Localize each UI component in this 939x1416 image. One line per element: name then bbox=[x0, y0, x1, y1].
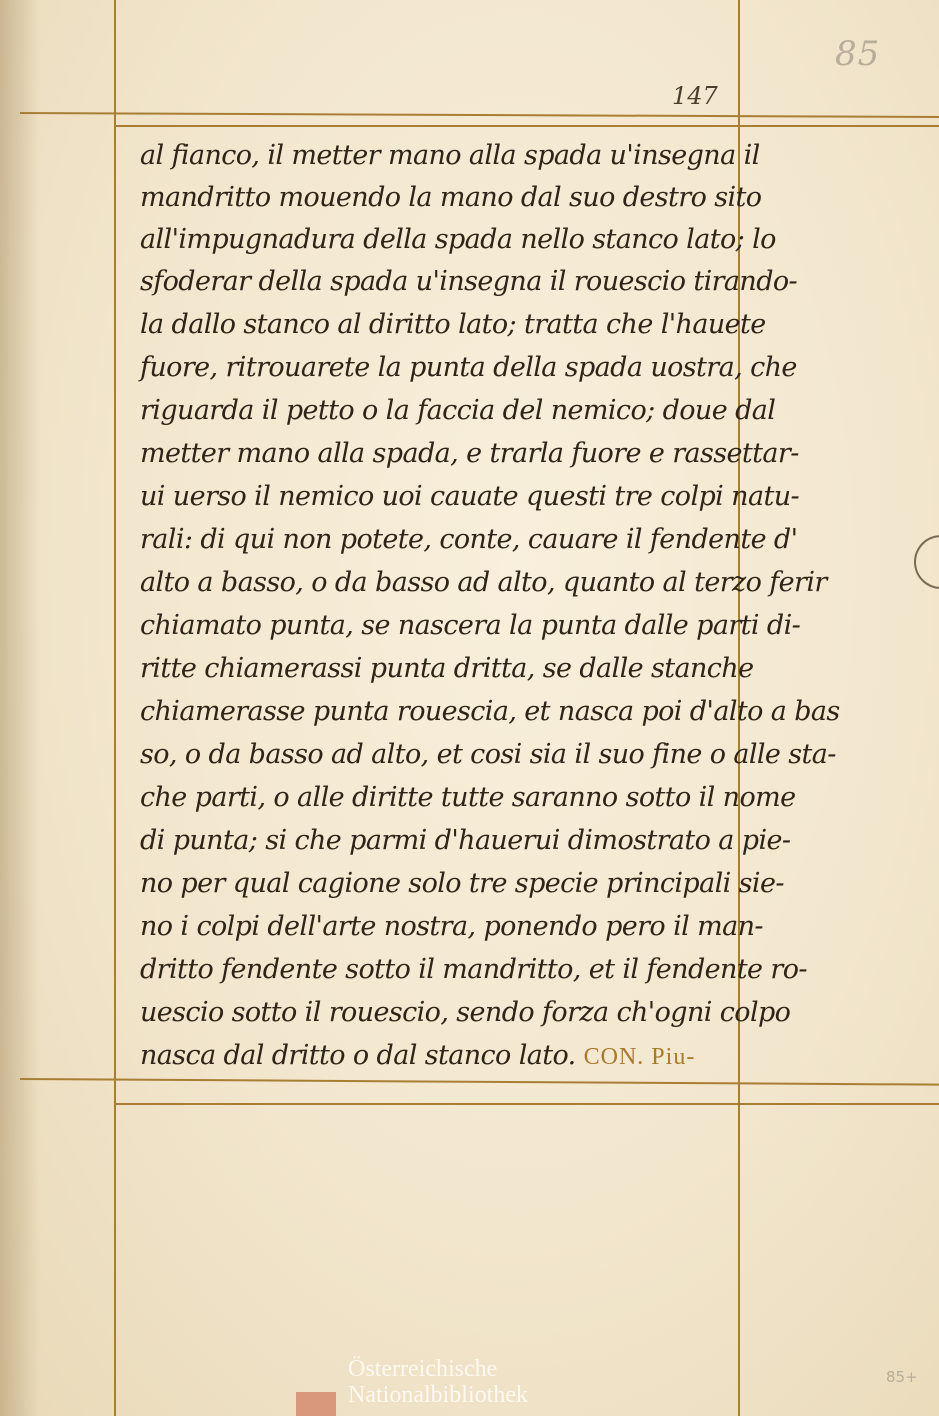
text-line-last bbox=[140, 1036, 695, 1076]
text-line: ui uerso il nemico uoi cauate questi tre colpi natu- bbox=[140, 481, 800, 512]
text-block bbox=[140, 128, 840, 1078]
text-line: la dallo stanco al diritto lato; tratta che l'hauete bbox=[140, 309, 766, 340]
text-line: che parti, o alle diritte tutte saranno sotto il nome bbox=[140, 782, 796, 813]
text-line: uescio sotto il rouescio, sendo forza ch'ogni colpo bbox=[140, 997, 791, 1028]
folio-number: 85 bbox=[835, 34, 881, 74]
text-line: al fianco, il metter mano alla spada u'insegna il bbox=[140, 140, 760, 171]
watermark-line-1: Österreichische bbox=[348, 1356, 498, 1382]
text-line: riguarda il petto o la faccia del nemico; doue dal bbox=[140, 395, 776, 426]
watermark-line-2: Nationalbibliothek bbox=[348, 1382, 528, 1408]
catchword: CON. Piu- bbox=[583, 1044, 696, 1070]
rule-bottom-2 bbox=[114, 1103, 939, 1105]
watermark-logo-block bbox=[296, 1392, 336, 1416]
text-line: di punta; si che parmi d'hauerui dimostrato a pie- bbox=[140, 825, 791, 856]
page-edge-tab bbox=[914, 535, 939, 589]
text-line: dritto fendente sotto il mandritto, et il fendente ro- bbox=[140, 954, 807, 985]
rule-top bbox=[20, 112, 939, 118]
text-line: chiamato punta, se nascera la punta dalle parti di- bbox=[140, 610, 801, 641]
text-line: ritte chiamerassi punta dritta, se dalle stanche bbox=[140, 653, 754, 684]
corner-mark: 85+ bbox=[886, 1368, 918, 1386]
text-line: metter mano alla spada, e trarla fuore e rassettar- bbox=[140, 438, 799, 469]
text-line: fuore, ritrouarete la punta della spada uostra, che bbox=[140, 352, 797, 383]
text-line: all'impugnadura della spada nello stanco lato; lo bbox=[140, 224, 776, 255]
page-number: 147 bbox=[672, 82, 718, 110]
text-line-final: nasca dal dritto o dal stanco lato. bbox=[140, 1040, 576, 1071]
text-line: so, o da basso ad alto, et cosi sia il suo fine o alle sta- bbox=[140, 739, 836, 770]
text-line: no i colpi dell'arte nostra, ponendo pero il man- bbox=[140, 911, 763, 942]
text-line: no per qual cagione solo tre specie principali sie- bbox=[140, 868, 784, 899]
binding-shadow bbox=[0, 0, 40, 1416]
rule-top-2 bbox=[114, 125, 939, 127]
text-line: sfoderar della spada u'insegna il rouescio tirando- bbox=[140, 266, 798, 297]
library-watermark bbox=[348, 1356, 648, 1412]
text-line: alto a basso, o da basso ad alto, quanto al terzo ferir bbox=[140, 567, 827, 598]
text-line: mandritto mouendo la mano dal suo destro sito bbox=[140, 182, 762, 213]
rule-bottom bbox=[20, 1078, 939, 1086]
text-line: rali: di qui non potete, conte, cauare il fendente d' bbox=[140, 524, 798, 555]
rule-left-outer bbox=[114, 0, 116, 1416]
text-line: chiamerasse punta rouescia, et nasca poi d'alto a bas bbox=[140, 696, 840, 727]
